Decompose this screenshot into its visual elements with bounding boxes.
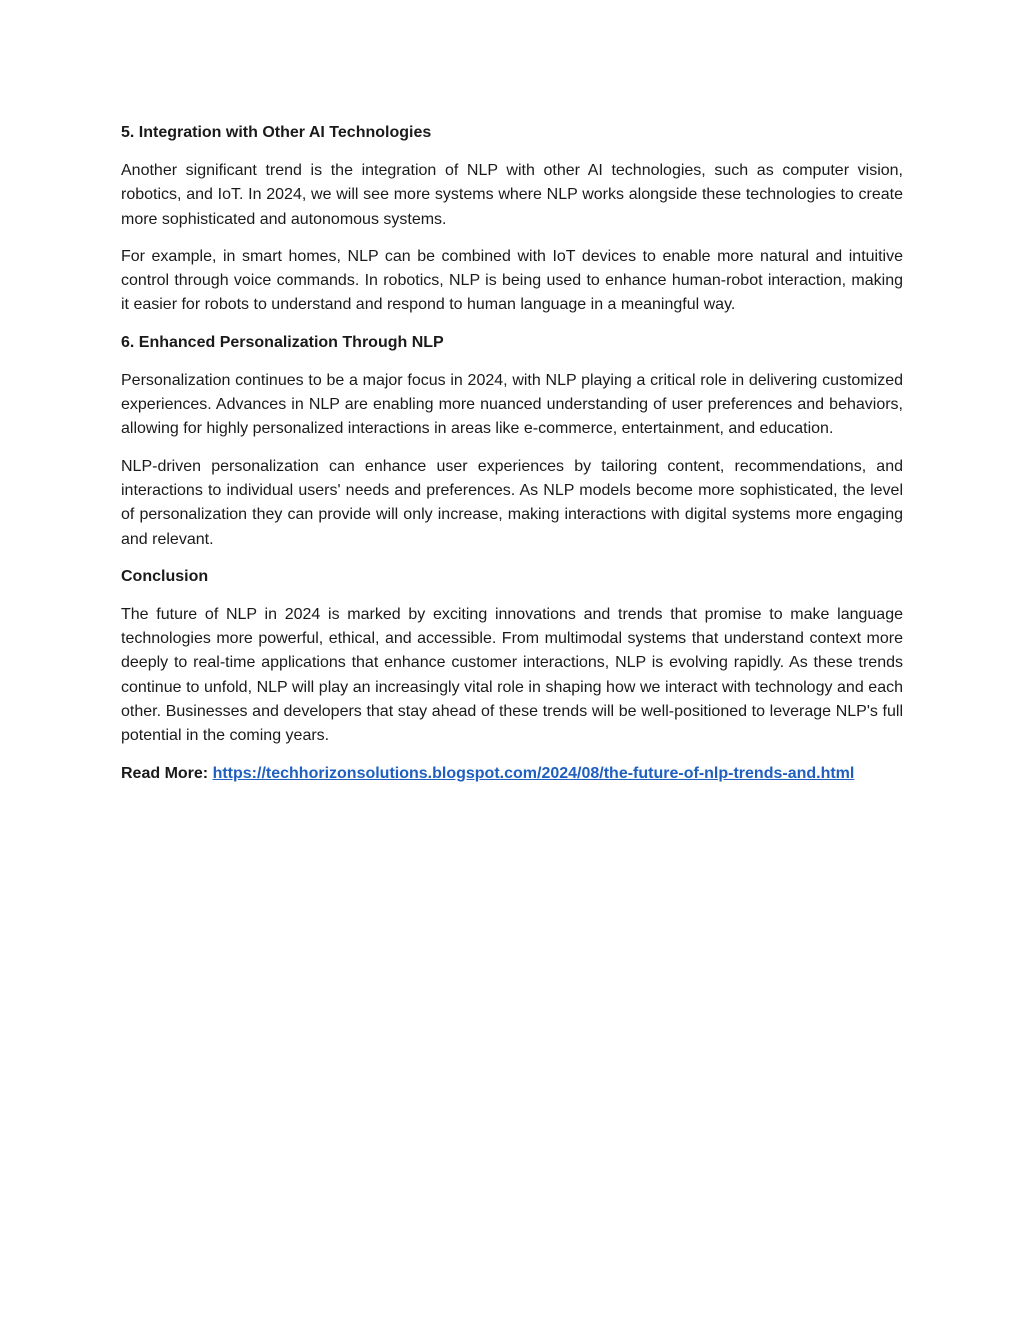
read-more-label: Read More: [121,764,209,782]
paragraph: For example, in smart homes, NLP can be combined with IoT devices to enable more natural and intuitive control through voice commands. In robotics, NLP is being used to enhance human-robot interaction, making it easier for robots to understand and respond to human language in a meaningful way. [121,247,903,314]
paragraph: NLP-driven personalization can enhance user experiences by tailoring content, recommendations, and interactions to individual users' needs and preferences. As NLP models become more sophisticated, the level of personalization they can provide will only increase, making interactions with digital systems more engaging and relevant. [121,457,903,548]
read-more-line [121,762,903,786]
document-page [121,121,903,786]
section-heading-conclusion: Conclusion [121,567,209,585]
section-heading-personalization: 6. Enhanced Personalization Through NLP [121,333,444,351]
section-heading-integration: 5. Integration with Other AI Technologies [121,124,432,141]
paragraph: The future of NLP in 2024 is marked by exciting innovations and trends that promise to make language technologies more powerful, ethical, and accessible. From multimodal systems that understand context more deeply to real-time applications that enhance customer interactions, NLP is evolving rapidly. As these trends continue to unfold, NLP will play an increasingly vital role in shaping how we interact with technology and each other. Businesses and developers that stay ahead of these trends will be well-positioned to leverage NLP's full potential in the coming years. [121,605,903,745]
paragraph: Personalization continues to be a major focus in 2024, with NLP playing a critical role in delivering customized experiences. Advances in NLP are enabling more nuanced understanding of user preferences and behaviors, allowing for highly personalized interactions in areas like e-commerce, entertainment, and education. [121,371,903,438]
paragraph: Another significant trend is the integration of NLP with other AI technologies, such as computer vision, robotics, and IoT. In 2024, we will see more systems where NLP works alongside these technologies to create more sophisticated and autonomous systems. [121,162,903,228]
read-more-link[interactable]: https://techhorizonsolutions.blogspot.com/2024/08/the-future-of-nlp-trends-and.html [212,764,855,782]
